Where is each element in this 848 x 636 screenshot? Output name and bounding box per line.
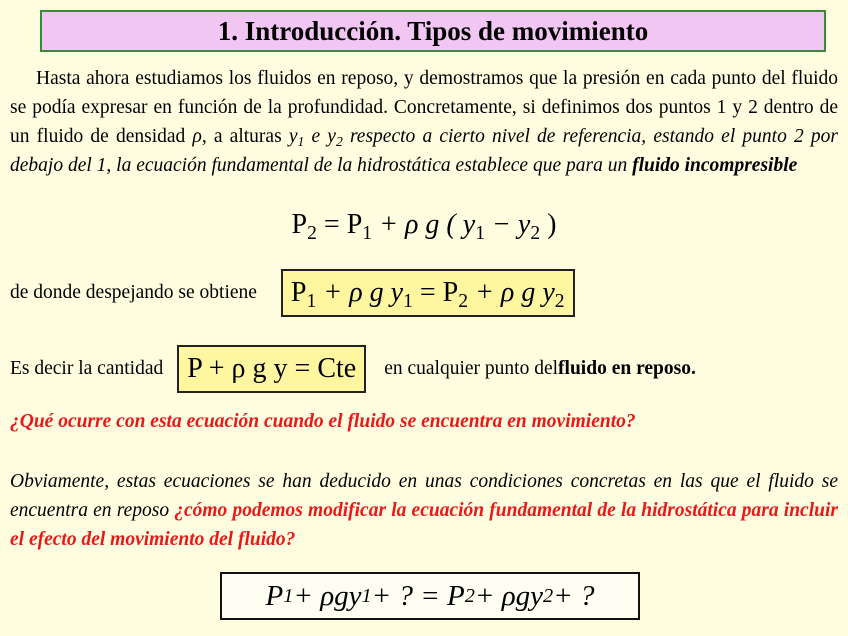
y1-symbol: $y_1$	[288, 126, 305, 150]
constant-equation-box: P + ρ g y = Cte	[177, 345, 366, 393]
y2-symbol: $y_2$	[327, 126, 343, 150]
rho-symbol: ρ	[192, 126, 202, 147]
closing-question: ¿cómo podemos modificar la ecuación fundamental de la hidrostática para incluir el efecto del movimiento del fluido?	[10, 500, 838, 550]
hydrostatic-equation: $P_2 = P_1 + \rho$ g ( $y_1 - y_2$ )	[291, 209, 557, 244]
constant-label: Es decir la cantidad	[10, 358, 164, 379]
fluid-at-rest-label: fluido en reposo.	[558, 358, 696, 379]
generalized-equation-box: P 1 + ρgy 1 + ? = P 2 + ρgy 2 + ?	[220, 572, 640, 620]
derived-label: de donde despejando se obtiene	[10, 282, 257, 303]
incompressible-fluid-label: fluido incompresible	[632, 155, 798, 176]
intro-text-3: respecto a cierto nivel de referencia, estando el punto 2 por debajo del 1, la ecuación fundamental de la hidrostática establece que para un	[10, 126, 838, 176]
closing-paragraph	[10, 467, 838, 554]
intro-text-1: Hasta ahora estudiamos los fluidos en reposo, y demostramos que la presión en cada punto del fluido se podía expresar en función de la profundidad. Concretamente, si definimos dos puntos 1 y 2 dentro de un fluido de densidad	[10, 68, 838, 147]
derived-equation-box: $P_1 + \rho$ g $y_1 = P_2 + \rho$ g $y_2$	[281, 269, 575, 317]
intro-paragraph	[10, 64, 838, 180]
constant-quantity-row	[10, 347, 696, 391]
constant-after-text: en cualquier punto del	[384, 358, 559, 379]
closing-text: Obviamente, estas ecuaciones se han deducido en unas condiciones concretas en las que el fluido se encuentra en reposo	[10, 471, 838, 521]
slide-title	[40, 10, 826, 52]
intro-text-2: , a alturas	[201, 126, 289, 147]
derived-equation-row	[10, 267, 575, 319]
intro-e: e	[304, 126, 328, 147]
slide-title-text: 1. Introducción. Tipos de movimiento	[217, 15, 649, 46]
question-text: ¿Qué ocurre con esta ecuación cuando el fluido se encuentra en movimiento?	[10, 411, 636, 432]
